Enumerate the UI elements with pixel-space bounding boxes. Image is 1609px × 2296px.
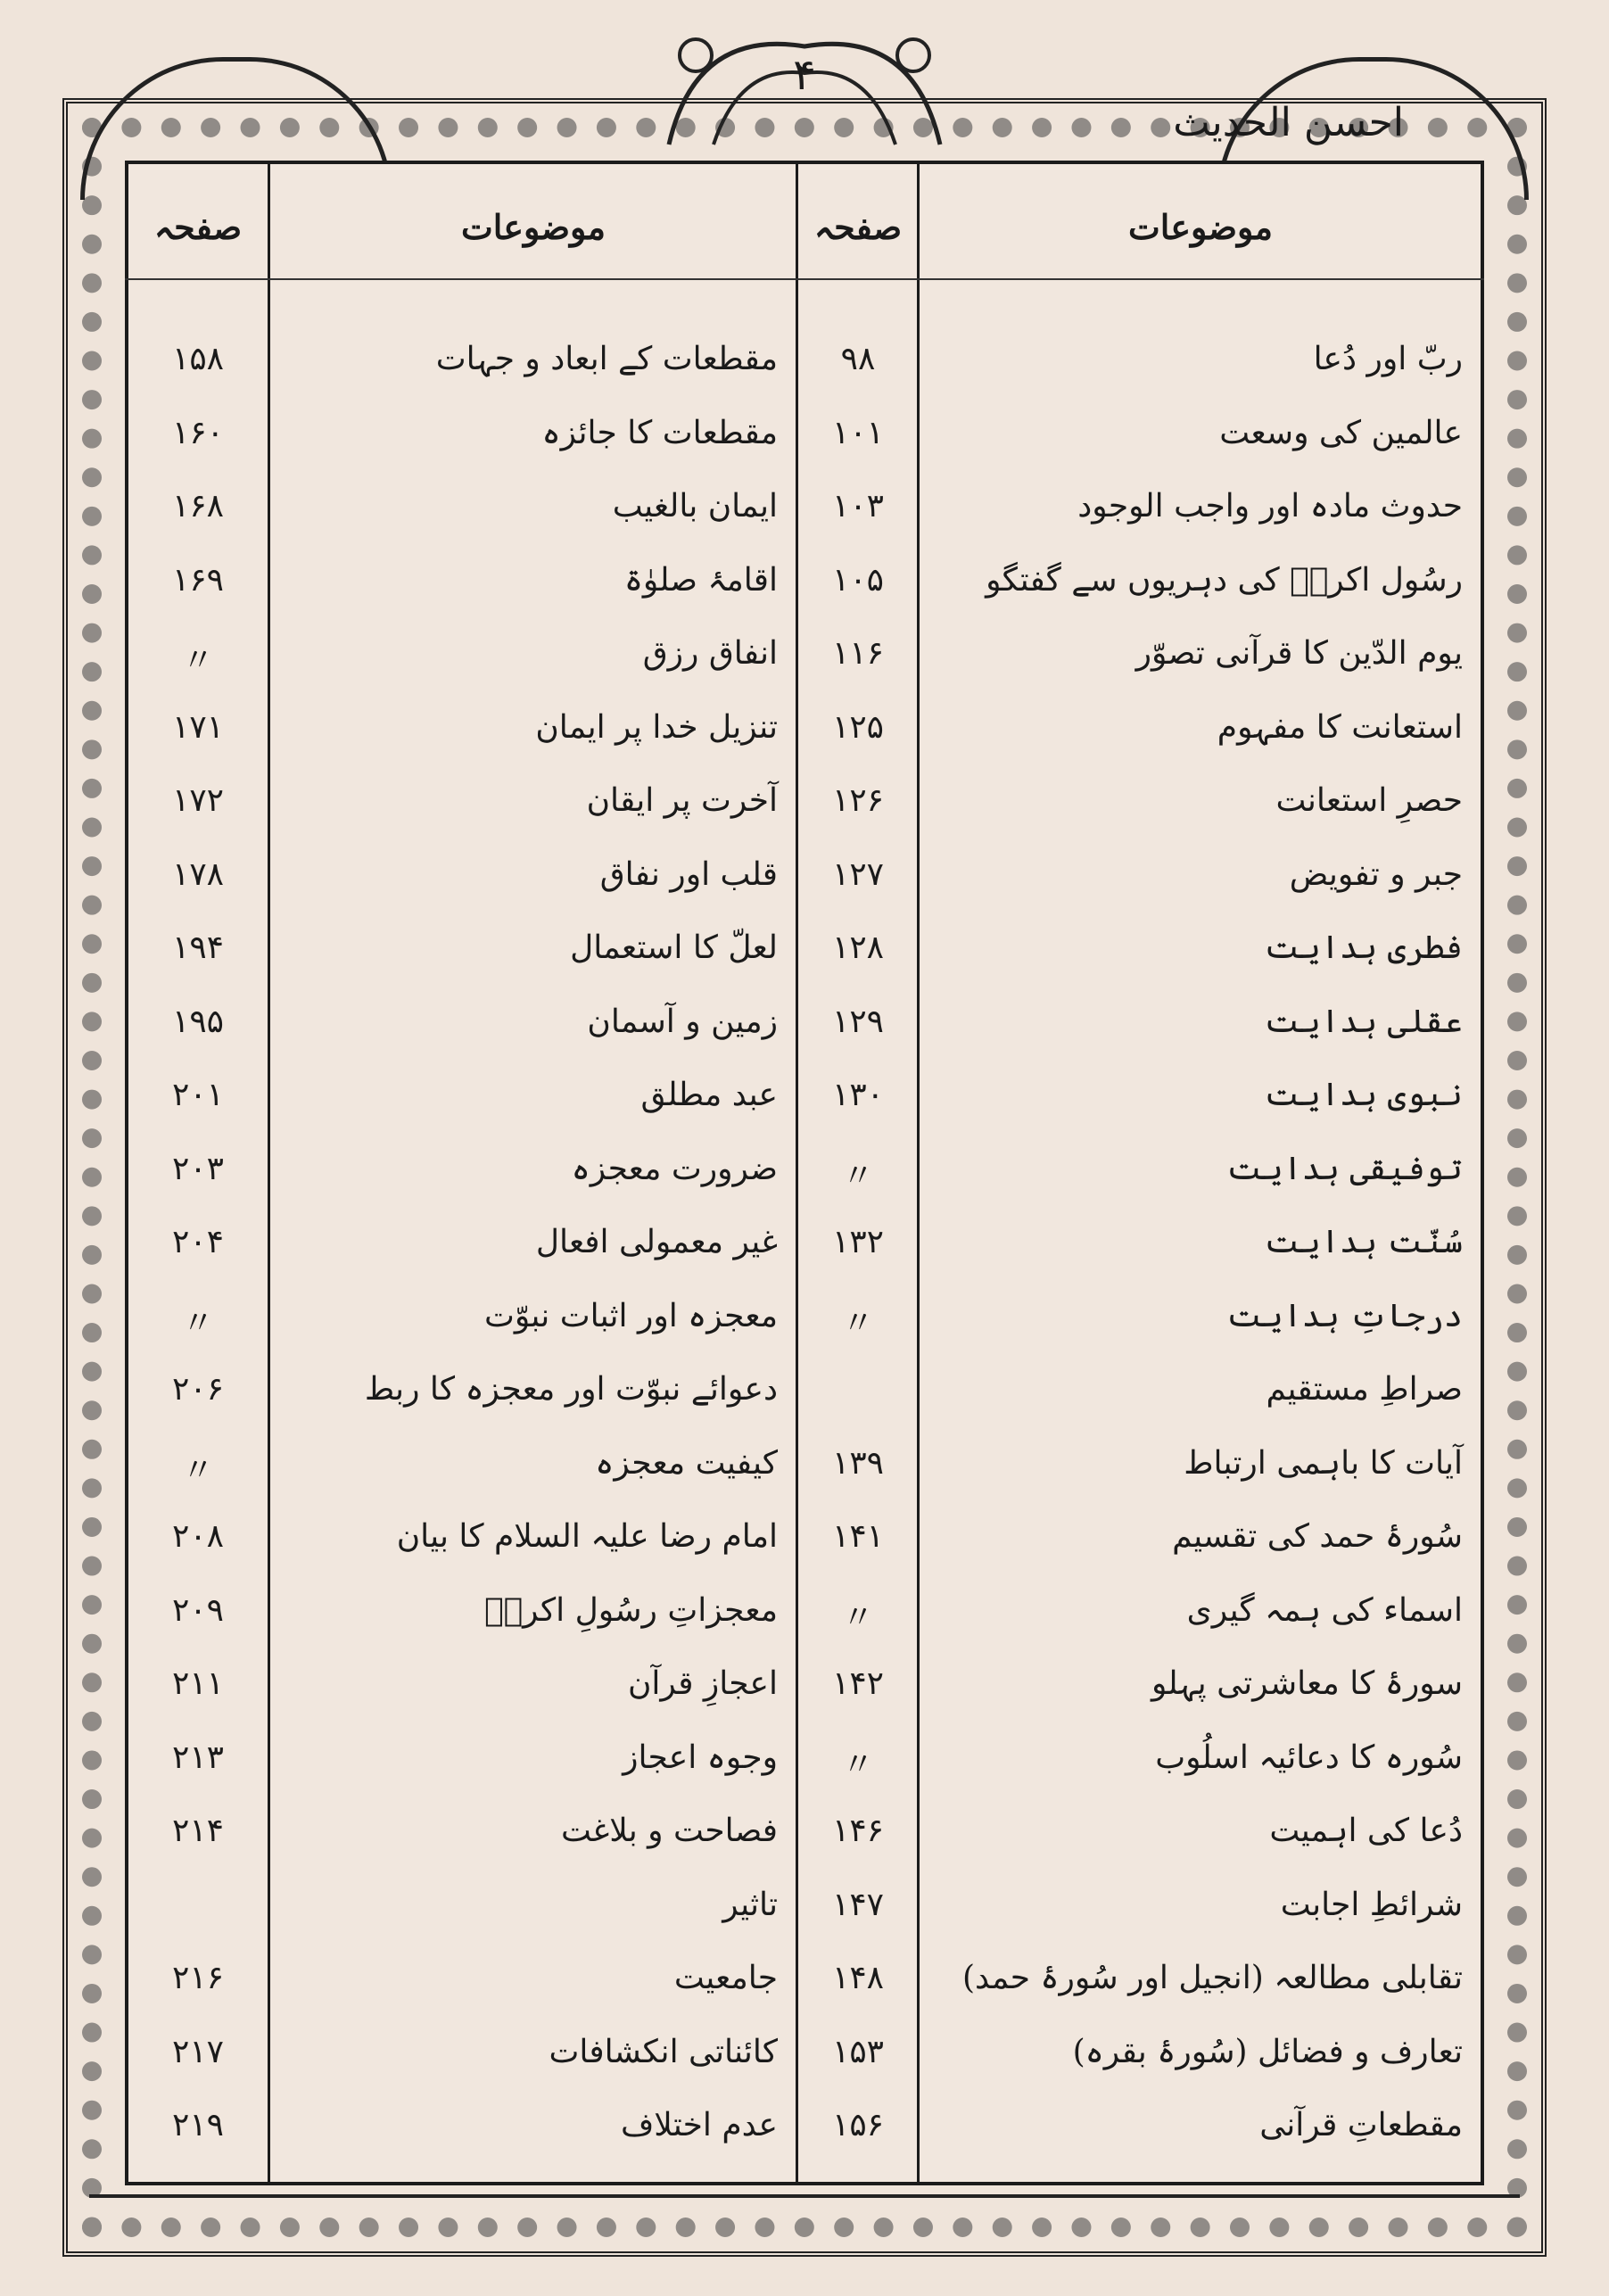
topic-title: حدوث مادہ اور واجب الوجود xyxy=(1077,488,1463,524)
list-item xyxy=(271,1951,796,2011)
topic-title: مقطعات کا جائزہ xyxy=(541,414,778,451)
topic-title: اسماء کی ہمہ گیری xyxy=(1186,1591,1463,1629)
topic-title: لعلّ کا استعمال xyxy=(570,929,778,966)
topic-title: صراطِ مستقیم xyxy=(1266,1371,1463,1408)
topic-page-number: ۱۰۳ xyxy=(831,488,884,524)
list-item xyxy=(920,1951,1481,2011)
list-item xyxy=(271,332,796,392)
list-item xyxy=(920,1878,1481,1938)
list-item xyxy=(920,406,1481,467)
topic-title: درجاتِ ہدایت xyxy=(1226,1297,1463,1334)
topic-title: کیفیت معجزہ xyxy=(595,1444,778,1482)
topic-page-number: ۲۱۱ xyxy=(171,1665,224,1702)
column-divider xyxy=(796,161,798,2185)
topic-title: فطری ہدایت xyxy=(1264,929,1463,966)
right-topics-header: موضوعات xyxy=(1128,207,1273,247)
topic-page-number: ۲۰۶ xyxy=(171,1371,224,1408)
left-page-header: صفحہ xyxy=(153,207,243,247)
topic-title: مقطعاتِ قرآنی xyxy=(1259,2107,1463,2143)
list-item xyxy=(271,2098,796,2159)
topic-page-number: ۲۱۴ xyxy=(171,1813,224,1849)
list-item xyxy=(920,1215,1481,1276)
list-item xyxy=(920,1362,1481,1423)
topic-page-number: ۹۸ xyxy=(840,341,876,377)
topic-title: استعانت کا مفہوم xyxy=(1217,708,1463,746)
topic-title: حصرِ استعانت xyxy=(1275,782,1463,819)
list-item xyxy=(920,921,1481,981)
list-item xyxy=(271,1289,796,1350)
list-item xyxy=(271,1215,796,1276)
topic-page-number: ۱۷۱ xyxy=(171,708,224,746)
topic-title: اقامۂ صلوٰۃ xyxy=(623,561,778,599)
list-item xyxy=(271,847,796,908)
topic-title: عدم اختلاف xyxy=(620,2107,778,2143)
topic-page-number: 〃 xyxy=(181,642,214,679)
bottom-ornament-band xyxy=(89,2194,1520,2251)
topic-page-number: ۲۰۹ xyxy=(171,1591,224,1629)
list-item xyxy=(920,1656,1481,1717)
list-item xyxy=(920,1068,1481,1128)
topic-page-number: ۱۶۰ xyxy=(171,414,224,451)
list-item xyxy=(271,553,796,614)
list-item xyxy=(271,1436,796,1497)
topic-title: تاثیر xyxy=(722,1886,778,1923)
topic-title: سُورۂ حمد کی تقسیم xyxy=(1172,1518,1463,1555)
topic-page-number: ۱۲۹ xyxy=(831,1003,884,1040)
list-item xyxy=(920,553,1481,614)
topic-title: زمین و آسمان xyxy=(587,1003,778,1040)
topic-page-number: ۱۲۷ xyxy=(831,855,884,893)
topic-page-number: ۱۹۴ xyxy=(171,929,224,966)
topic-page-number: ۱۱۶ xyxy=(831,635,884,672)
topic-title: اعجازِ قرآن xyxy=(627,1665,778,1702)
list-item xyxy=(271,995,796,1055)
topic-title: غیر معمولی افعال xyxy=(535,1224,778,1260)
topic-page-number: ۲۱۹ xyxy=(171,2107,224,2143)
topic-title: فصاحت و بلاغت xyxy=(561,1813,778,1849)
topic-title: جبر و تفویض xyxy=(1289,855,1463,893)
list-item xyxy=(271,1730,796,1791)
list-item xyxy=(920,1436,1481,1497)
topic-title: نبوی ہدایت xyxy=(1264,1077,1463,1113)
list-item xyxy=(920,626,1481,687)
topic-page-number: 〃 xyxy=(841,1157,874,1194)
topic-title: ربّ اور دُعا xyxy=(1313,341,1463,377)
topic-page-number: ۱۹۵ xyxy=(171,1003,224,1040)
list-item xyxy=(271,921,796,981)
list-item xyxy=(920,1289,1481,1350)
topic-page-number: ۲۰۸ xyxy=(171,1518,224,1555)
list-item xyxy=(271,1804,796,1864)
topic-title: عبد مطلق xyxy=(640,1077,778,1113)
topic-title: کائناتی انکشافات xyxy=(549,2033,778,2070)
list-item xyxy=(920,1142,1481,1202)
topic-title: آخرت پر ایقان xyxy=(586,782,778,819)
list-item xyxy=(271,1362,796,1423)
topic-page-number: ۱۶۸ xyxy=(171,488,224,524)
list-item xyxy=(920,995,1481,1055)
right-page-header: صفحہ xyxy=(813,207,903,247)
list-item xyxy=(271,1656,796,1717)
topic-page-number: ۱۷۲ xyxy=(171,782,224,819)
list-item xyxy=(920,773,1481,834)
topic-page-number: ۱۲۶ xyxy=(831,782,884,819)
topic-page-number: ۱۷۸ xyxy=(171,855,224,893)
topic-page-number: ۱۶۹ xyxy=(171,561,224,599)
running-title: احسن الحدیث xyxy=(1173,100,1404,145)
topic-page-number: ۱۴۲ xyxy=(831,1665,884,1702)
topic-page-number: ۱۴۷ xyxy=(831,1886,884,1923)
topic-title: تقابلی مطالعہ (انجیل اور سُورۂ حمد) xyxy=(961,1960,1463,1996)
page-number: ۴ xyxy=(793,50,816,100)
topic-page-number xyxy=(799,1371,917,1432)
list-item xyxy=(920,847,1481,908)
topic-title: معجزہ اور اثبات نبوّت xyxy=(483,1297,778,1334)
topic-page-number: ۲۰۳ xyxy=(171,1150,224,1187)
topic-title: تنزیل خدا پر ایمان xyxy=(535,708,778,746)
left-topics-header: موضوعات xyxy=(461,207,606,247)
topic-page-number: ۱۵۸ xyxy=(171,341,224,377)
topic-title: انفاق رزق xyxy=(642,635,778,672)
topic-title: قلب اور نفاق xyxy=(599,855,778,893)
topic-title: جامعیت xyxy=(673,1960,778,1996)
topic-title: تعارف و فضائل (سُورۂ بقرہ) xyxy=(1072,2033,1463,2070)
topic-page-number: ۲۰۱ xyxy=(171,1077,224,1113)
topic-page-number: ۱۲۵ xyxy=(831,708,884,746)
topic-title: ضرورت معجزہ xyxy=(571,1150,778,1187)
topic-page-number: ۲۱۷ xyxy=(171,2033,224,2070)
list-item xyxy=(920,1509,1481,1570)
topic-page-number: ۱۲۸ xyxy=(831,929,884,966)
topic-title: ایمان بالغیب xyxy=(612,488,778,524)
column-divider xyxy=(268,161,270,2185)
topic-title: امام رضا علیہ السلام کا بیان xyxy=(396,1518,778,1555)
list-item xyxy=(920,2098,1481,2159)
list-item xyxy=(920,479,1481,540)
topic-page-number: ۱۴۱ xyxy=(831,1518,884,1555)
topic-page-number xyxy=(128,1887,268,1947)
topic-page-number: ۲۱۳ xyxy=(171,1739,224,1776)
topic-page-number: ۱۴۶ xyxy=(831,1813,884,1849)
list-item xyxy=(271,1583,796,1644)
list-item xyxy=(271,1509,796,1570)
topic-page-number: 〃 xyxy=(181,1451,214,1489)
topic-title: یوم الدّین کا قرآنی تصوّر xyxy=(1135,635,1463,672)
topic-page-number: ۲۱۶ xyxy=(171,1960,224,1996)
topic-title: معجزاتِ رسُولِ اکرمؐ xyxy=(483,1591,778,1629)
list-item xyxy=(920,332,1481,392)
list-item xyxy=(920,1804,1481,1864)
topic-title: رسُول اکرمؐ کی دہریوں سے گفتگو xyxy=(986,561,1463,599)
topic-page-number: ۱۰۱ xyxy=(831,414,884,451)
topic-title: سورۂ کا معاشرتی پہلو xyxy=(1151,1665,1463,1702)
list-item xyxy=(271,1142,796,1202)
topic-title: سُنّت ہدایت xyxy=(1264,1224,1463,1260)
topic-title: آیات کا باہمی ارتباط xyxy=(1184,1444,1463,1482)
topic-title: عالمین کی وسعت xyxy=(1219,414,1463,451)
topic-page-number: 〃 xyxy=(181,1304,214,1342)
topic-page-number: 〃 xyxy=(841,1304,874,1342)
topic-title: دُعا کی اہمیت xyxy=(1269,1813,1463,1849)
topic-title: توفیقی ہدایت xyxy=(1226,1150,1463,1187)
topic-page-number: ۱۳۹ xyxy=(831,1444,884,1482)
topic-page-number: ۱۴۸ xyxy=(831,1960,884,1996)
topic-title: سُورہ کا دعائیہ اسلُوب xyxy=(1155,1739,1463,1776)
topic-page-number: 〃 xyxy=(841,1746,874,1783)
topic-title: دعوائے نبوّت اور معجزہ کا ربط xyxy=(364,1371,778,1408)
list-item xyxy=(271,2025,796,2085)
list-item xyxy=(271,700,796,761)
list-item xyxy=(920,1730,1481,1791)
list-item xyxy=(920,1583,1481,1644)
topic-page-number: ۱۵۳ xyxy=(831,2033,884,2070)
list-item xyxy=(271,1068,796,1128)
topic-page-number: ۱۰۵ xyxy=(831,561,884,599)
topic-page-number: 〃 xyxy=(841,1598,874,1636)
list-item xyxy=(920,700,1481,761)
topic-page-number: ۱۵۶ xyxy=(831,2107,884,2143)
list-item xyxy=(271,773,796,834)
topic-title: شرائطِ اجابت xyxy=(1280,1886,1463,1923)
list-item xyxy=(920,2025,1481,2085)
list-item xyxy=(271,626,796,687)
column-divider xyxy=(917,161,920,2185)
topic-page-number: ۲۰۴ xyxy=(171,1224,224,1260)
list-item xyxy=(271,479,796,540)
topic-title: وجوہ اعجاز xyxy=(623,1739,778,1776)
topic-page-number: ۱۳۲ xyxy=(831,1224,884,1260)
header-rule xyxy=(125,278,1484,280)
topic-title: مقطعات کے ابعاد و جہات xyxy=(435,341,778,377)
list-item xyxy=(271,1878,796,1938)
topic-page-number: ۱۳۰ xyxy=(831,1077,884,1113)
list-item xyxy=(271,406,796,467)
topic-title: عقلی ہدایت xyxy=(1264,1003,1463,1040)
